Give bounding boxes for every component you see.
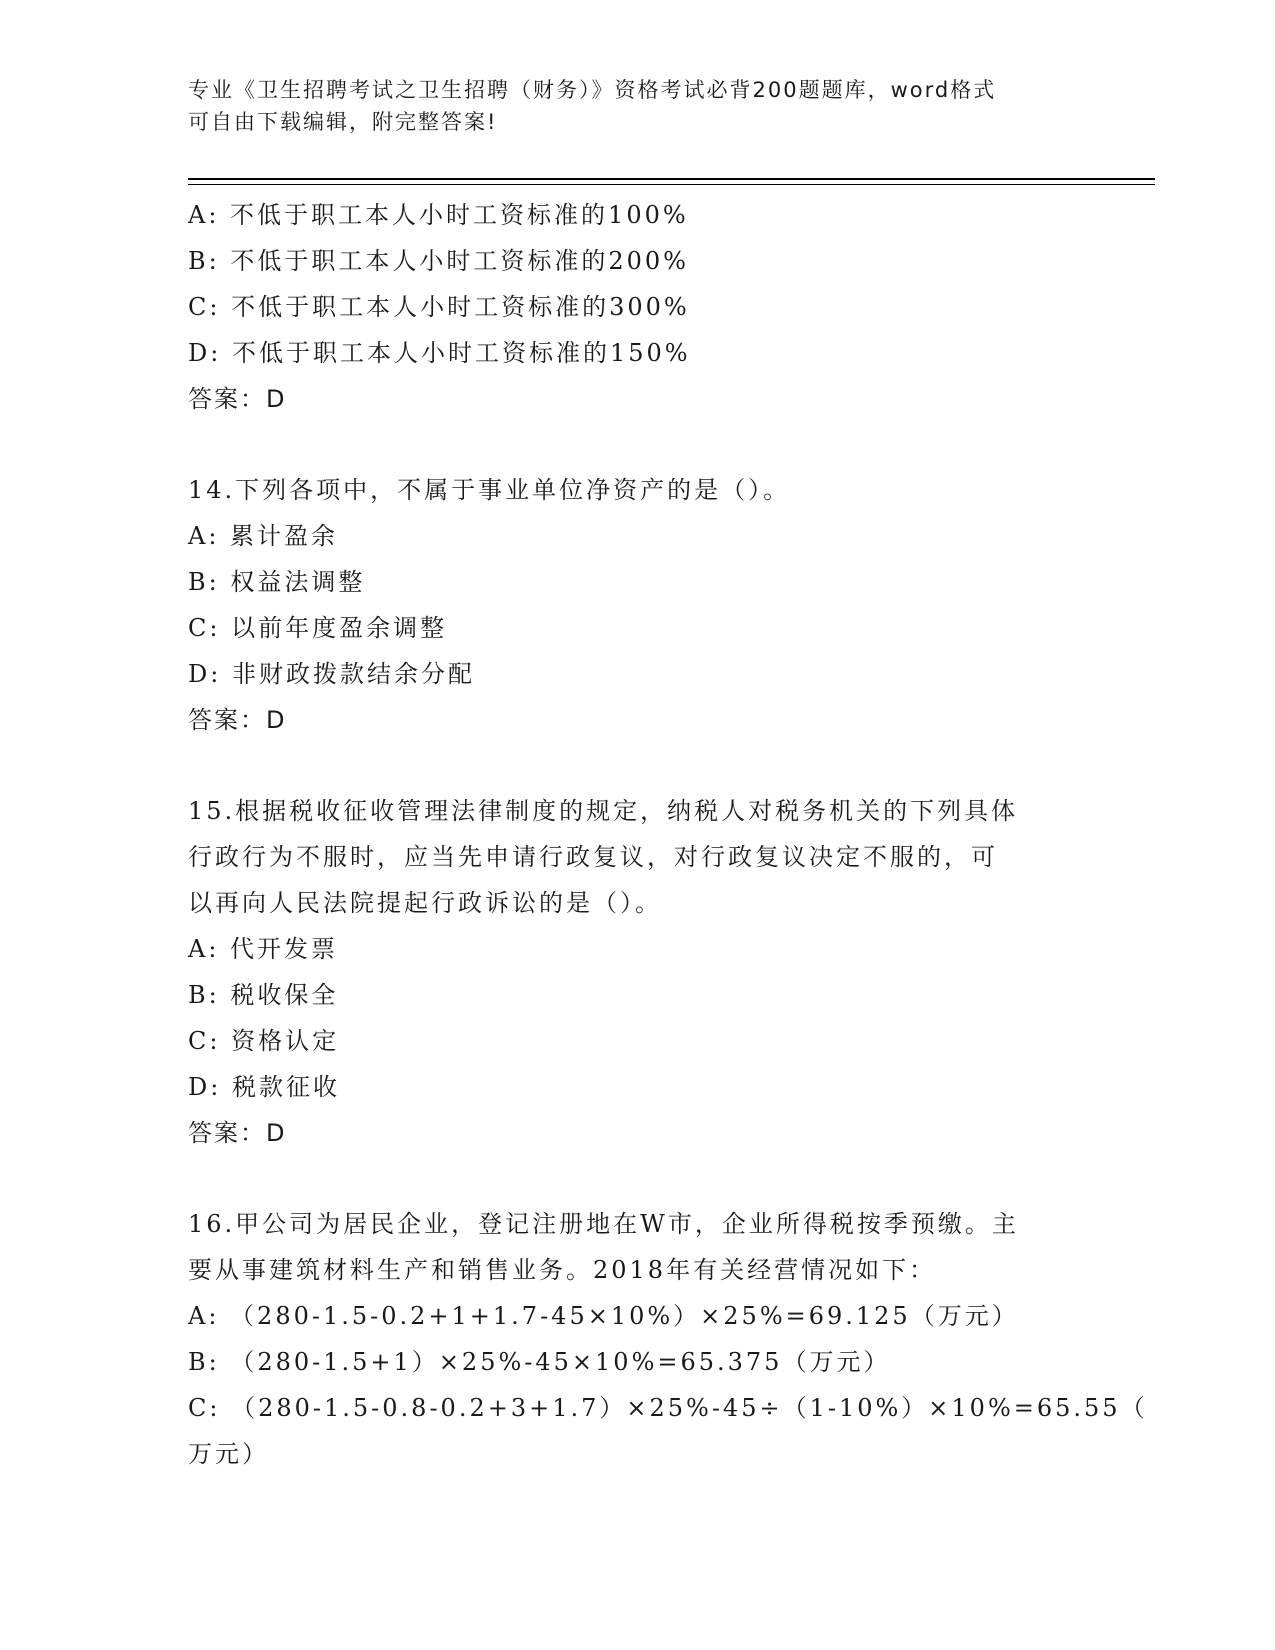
- option-c: C: （280-1.5-0.8-0.2+3+1.7）×25%-45÷（1-10%）×10%=65.55（: [188, 1394, 1148, 1422]
- document-header: [188, 74, 1068, 138]
- header-line-2: 可自由下载编辑，附完整答案!: [188, 110, 498, 134]
- question-stem-line: 以再向人民法院提起行政诉讼的是（）。: [188, 889, 662, 917]
- option-b: B: 不低于职工本人小时工资标准的200%: [188, 247, 689, 275]
- option-c: C: 资格认定: [188, 1027, 340, 1055]
- question-14: [188, 467, 1088, 743]
- header-rule-thick: [188, 178, 1155, 180]
- option-a: A: 不低于职工本人小时工资标准的100%: [188, 201, 689, 229]
- option-b: B: 权益法调整: [188, 568, 366, 596]
- option-c-continued: 万元）: [188, 1440, 269, 1468]
- question-stem-line: 15.根据税收征收管理法律制度的规定，纳税人对税务机关的下列具体: [188, 797, 1019, 825]
- header-line-1: 专业《卫生招聘考试之卫生招聘（财务）》资格考试必背200题题库，word格式: [188, 78, 997, 102]
- answer: 答案：D: [188, 385, 287, 413]
- question-13: [188, 192, 1088, 422]
- option-a: A: （280-1.5-0.2+1+1.7-45×10%）×25%=69.125（万元）: [188, 1302, 1019, 1330]
- option-b: B: （280-1.5+1）×25%-45×10%=65.375（万元）: [188, 1348, 891, 1376]
- question-stem-line: 要从事建筑材料生产和销售业务。2018年有关经营情况如下：: [188, 1256, 937, 1284]
- question-stem-line: 行政行为不服时，应当先申请行政复议，对行政复议决定不服的，可: [188, 843, 998, 871]
- header-rule-thin: [188, 184, 1155, 185]
- option-b: B: 税收保全: [188, 981, 339, 1009]
- option-a: A: 代开发票: [188, 935, 339, 963]
- question-stem: 14.下列各项中，不属于事业单位净资产的是（）。: [188, 476, 791, 504]
- question-16: [188, 1201, 1148, 1477]
- question-stem-line: 16.甲公司为居民企业，登记注册地在W市，企业所得税按季预缴。主: [188, 1210, 1019, 1238]
- answer: 答案：D: [188, 706, 287, 734]
- question-15: [188, 788, 1088, 1156]
- option-d: D: 不低于职工本人小时工资标准的150%: [188, 339, 691, 367]
- option-c: C: 不低于职工本人小时工资标准的300%: [188, 293, 690, 321]
- question-list: [188, 192, 1148, 1477]
- option-d: D: 税款征收: [188, 1073, 340, 1101]
- option-d: D: 非财政拨款结余分配: [188, 660, 475, 688]
- option-c: C: 以前年度盈余调整: [188, 614, 448, 642]
- answer: 答案：D: [188, 1119, 287, 1147]
- option-a: A: 累计盈余: [188, 522, 339, 550]
